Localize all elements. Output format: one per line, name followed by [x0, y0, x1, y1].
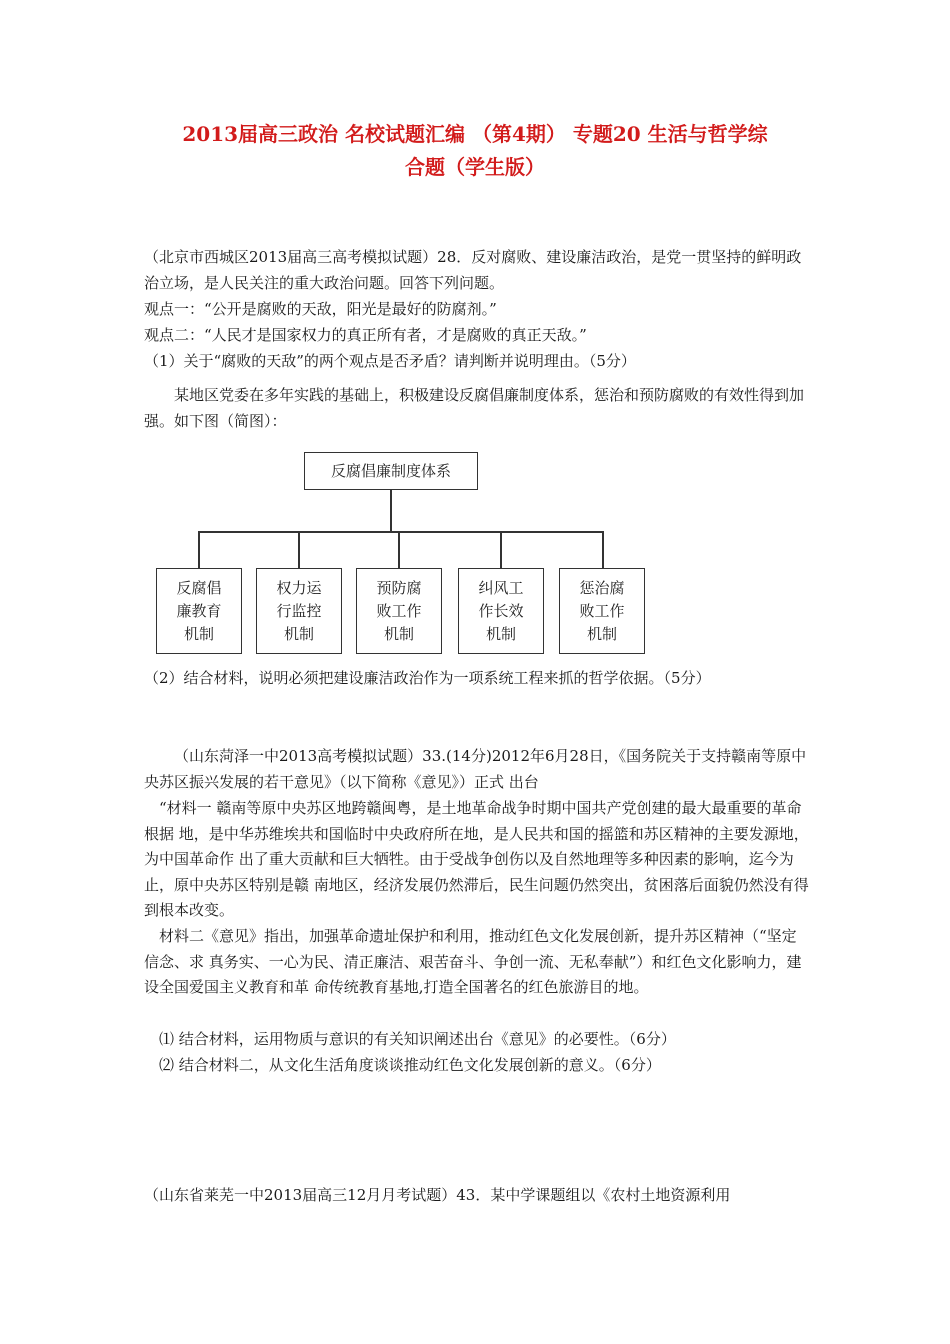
q2-intro: （山东菏泽一中2013高考模拟试题）33.(14分)2012年6月28日，《国务院关于支持赣南等原中央苏区振兴发展的若干意见》（以下简称《意见》）正式 出台: [144, 747, 807, 791]
q2-material-1: “材料一 赣南等原中央苏区地跨赣闽粤，是土地革命战争时期中国共产党创建的最大最重要的革命根据 地，是中华苏维埃共和国临时中央政府所在地，是人民共和国的摇篮和苏区精神的主要发源地，为中国革命作 出了重大贡献和巨大牺牲。由于受战争创伤以及自然地理等多种因素的影响，迄今为止，原中央苏区特别是赣 南地区，经济发展仍然滞后，民生问题仍然突出，贫困落后面貌仍然没有得到根本改变。: [144, 799, 809, 919]
diagram-child-box-4: [458, 568, 544, 654]
diagram-child-2-line-2: 行监控: [276, 601, 322, 620]
diagram-child-box-2: [256, 568, 342, 654]
diagram-child-1-line-3: 机制: [183, 624, 214, 643]
q1-material: 某地区党委在多年实践的基础上，积极建设反腐倡廉制度体系，惩治和预防腐败的有效性得到加强。如下图（简图）：: [144, 386, 805, 430]
diagram-child-1-line-1: 反腐倡: [176, 578, 222, 597]
document-title: [100, 118, 850, 184]
q3-intro: （山东省莱芜一中2013届高三12月月考试题）43．某中学课题组以《农村土地资源利用: [144, 1186, 731, 1204]
diagram-child-5-line-1: 惩治腐: [579, 578, 625, 597]
q2-material-2: 材料二《意见》指出，加强革命遗址保护和利用，推动红色文化发展创新，提升苏区精神（“坚定信念、求 真务实、一心为民、清正廉洁、艰苦奋斗、争创一流、无私奉献”）和红色文化影响力，建设全国爱国主义教育和革 命传统教育基地,打造全国著名的红色旅游目的地。: [144, 927, 802, 996]
diagram-connector-horizontal: [198, 531, 603, 533]
diagram-connector-1: [198, 531, 200, 569]
diagram-child-3-line-1: 预防腐: [376, 578, 422, 597]
diagram-connector-3: [398, 531, 400, 569]
q1-view-2: 观点二：“人民才是国家权力的真正所有者，才是腐败的真正天敌。”: [144, 326, 587, 344]
diagram-connector-2: [298, 531, 300, 569]
diagram-child-1-line-2: 廉教育: [176, 601, 222, 620]
diagram-connector-4: [500, 531, 502, 569]
diagram-root-label: 反腐倡廉制度体系: [330, 461, 451, 480]
diagram-connector-root: [390, 490, 392, 532]
title-line-1: 2013届高三政治 名校试题汇编 （第4期） 专题20 生活与哲学综: [182, 122, 768, 146]
diagram-child-2-line-1: 权力运: [276, 578, 322, 597]
title-line-2: 合题（学生版）: [405, 155, 545, 179]
diagram-child-3-line-3: 机制: [383, 624, 414, 643]
q1-sub-question-2: （2）结合材料，说明必须把建设廉洁政治作为一项系统工程来抓的哲学依据。（5分）: [144, 669, 711, 687]
diagram-connector-5: [602, 531, 604, 569]
diagram-child-2-line-3: 机制: [283, 624, 314, 643]
q1-sub-question-1: （1）关于“腐败的天敌”的两个观点是否矛盾？请判断并说明理由。（5分）: [144, 352, 636, 370]
diagram-child-box-3: [356, 568, 442, 654]
diagram-child-4-line-1: 纠风工: [478, 578, 524, 597]
diagram-root-box: [304, 452, 478, 490]
diagram-child-box-1: [156, 568, 242, 654]
diagram-child-4-line-3: 机制: [485, 624, 516, 643]
q2-sub-question-1: ⑴ 结合材料，运用物质与意识的有关知识阐述出台《意见》的必要性。（6分）: [159, 1030, 676, 1048]
diagram-child-3-line-2: 败工作: [376, 601, 422, 620]
q1-intro: （北京市西城区2013届高三高考模拟试题）28．反对腐败、建设廉洁政治，是党一贯坚持的鲜明政治立场，是人民关注的重大政治问题。回答下列问题。: [144, 248, 802, 292]
diagram-child-5-line-2: 败工作: [579, 601, 625, 620]
diagram-child-4-line-2: 作长效: [478, 601, 524, 620]
diagram-child-5-line-3: 机制: [586, 624, 617, 643]
q2-sub-question-2: ⑵ 结合材料二，从文化生活角度谈谈推动红色文化发展创新的意义。（6分）: [159, 1056, 661, 1074]
diagram-child-box-5: [559, 568, 645, 654]
q1-view-1: 观点一：“公开是腐败的天敌，阳光是最好的防腐剂。”: [144, 300, 497, 318]
